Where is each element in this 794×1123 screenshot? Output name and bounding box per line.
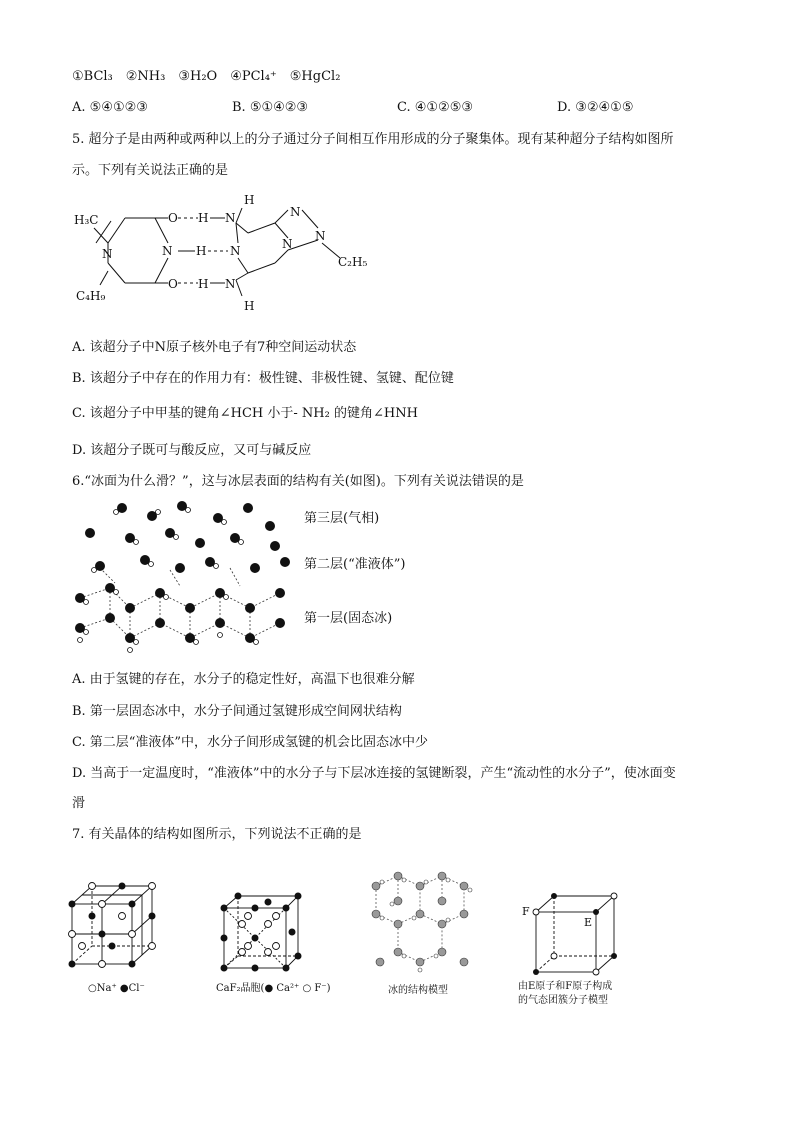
q6-option-a: A. 由于氢键的存在，水分子的稳定性好，高温下也很难分解	[72, 672, 415, 687]
q6-option-c: C. 第二层“准液体”中，水分子间形成氢键的机会比固态冰中少	[72, 735, 429, 750]
svg-text:H: H	[198, 277, 209, 291]
q4-option-b: B. ⑤①④②③	[232, 100, 309, 115]
nacl-caption: ○Na⁺ ●Cl⁻	[88, 983, 145, 994]
svg-text:N: N	[162, 244, 173, 258]
svg-text:H: H	[196, 244, 207, 258]
ice-structure-figure	[368, 866, 474, 978]
svg-text:H: H	[244, 193, 255, 207]
svg-text:O: O	[168, 211, 178, 225]
q5-stem-line1: 5. 超分子是由两种或两种以上的分子通过分子间相互作用形成的分子聚集体。现有某种超分子结构如图所	[72, 132, 674, 147]
svg-text:N: N	[102, 247, 113, 261]
svg-text:N: N	[225, 211, 236, 225]
svg-text:H₃C: H₃C	[74, 213, 99, 227]
q6-stem: 6.“冰面为什么滑？”，这与冰层表面的结构有关(如图)。下列有关说法错误的是	[72, 474, 524, 489]
svg-text:C₄H₉: C₄H₉	[76, 289, 106, 303]
svg-text:N: N	[315, 229, 326, 243]
svg-text:N: N	[230, 244, 241, 258]
ef-cluster-caption-line2: 的气态团簇分子模型	[518, 995, 608, 1006]
caf2-caption: CaF₂晶胞(● Ca²⁺ ○ F⁻)	[216, 983, 331, 994]
svg-text:N: N	[225, 277, 236, 291]
ice-layer-1-label: 第一层(固态冰)	[304, 611, 393, 626]
ice-model-caption: 冰的结构模型	[388, 985, 448, 996]
q5-option-d: D. 该超分子既可与酸反应，又可与碱反应	[72, 443, 312, 458]
svg-text:N: N	[290, 205, 301, 219]
q5-option-a: A. 该超分子中N原子核外电子有7种空间运动状态	[72, 340, 357, 355]
q4-option-a: A. ⑤④①②③	[72, 100, 148, 115]
ef-cluster-caption-line1: 由E原子和F原子构成	[518, 981, 613, 992]
q4-option-d: D. ③②④①⑤	[557, 100, 634, 115]
atom-f-label: F	[522, 905, 530, 918]
caf2-cell-figure	[218, 890, 304, 974]
ice-layer-2-label: 第二层(“准液体”)	[304, 557, 406, 572]
q5-option-b: B. 该超分子中存在的作用力有：极性键、非极性键、氢键、配位键	[72, 371, 454, 386]
svg-text:N: N	[282, 237, 293, 251]
q6-option-b: B. 第一层固态冰中，水分子间通过氢键形成空间网状结构	[72, 704, 402, 719]
atom-e-label: E	[584, 916, 593, 929]
q5-stem-line2: 示。下列有关说法正确的是	[72, 163, 229, 178]
ef-cluster-figure	[518, 890, 626, 980]
q6-option-d-cont: 滑	[72, 796, 86, 811]
ice-layers-figure	[70, 498, 300, 666]
q4-option-c: C. ④①②⑤③	[397, 100, 474, 115]
q4-items: ①BCl₃ ②NH₃ ③H₂O ④PCl₄⁺ ⑤HgCl₂	[72, 69, 341, 84]
q7-stem: 7. 有关晶体的结构如图所示，下列说法不正确的是	[72, 827, 362, 842]
q6-option-d: D. 当高于一定温度时，“准液体”中的水分子与下层冰连接的氢键断裂，产生“流动性的水分子”，使冰面变	[72, 766, 676, 781]
svg-text:C₂H₅: C₂H₅	[338, 255, 368, 269]
supramolecule-structure-figure	[70, 188, 390, 318]
ice-layer-3-label: 第三层(气相)	[304, 511, 380, 526]
q5-option-c: C. 该超分子中甲基的键角∠HCH 小于- NH₂ 的键角∠HNH	[72, 406, 418, 421]
svg-text:H: H	[198, 211, 209, 225]
nacl-crystal-figure	[66, 878, 156, 978]
svg-text:H: H	[244, 299, 255, 313]
svg-text:O: O	[168, 277, 178, 291]
